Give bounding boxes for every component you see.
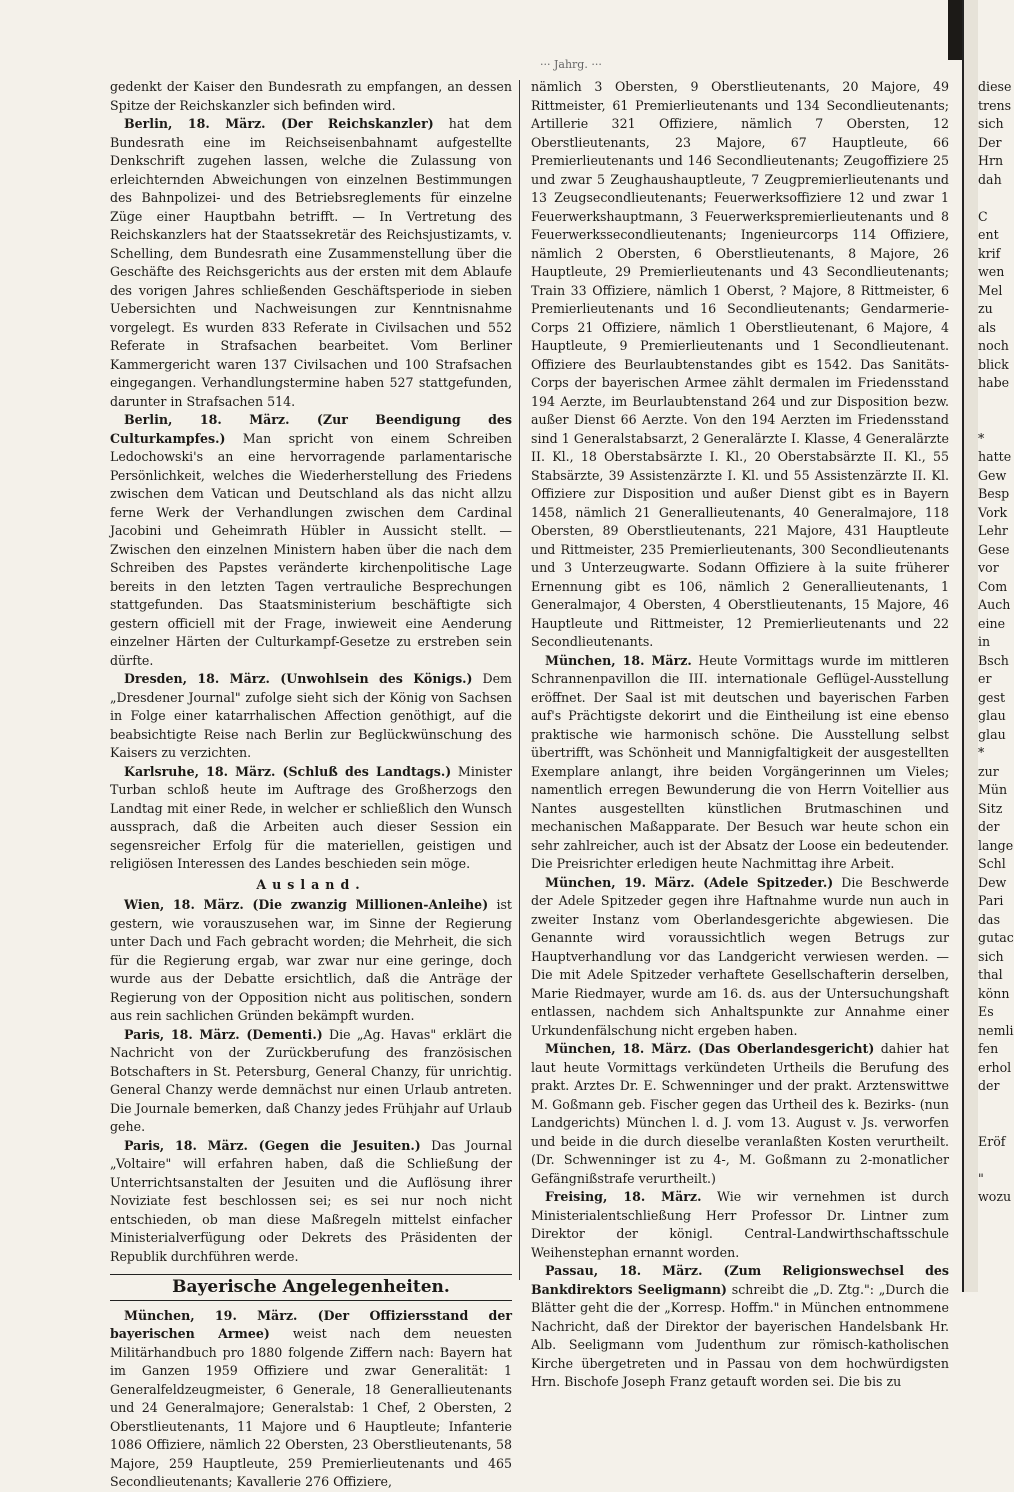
column-right	[531, 78, 949, 1392]
fragment-line: "	[978, 1170, 984, 1186]
fragment-line: noch	[978, 338, 1009, 353]
fragment-line: der	[978, 1078, 1000, 1093]
fragment-line: krif	[978, 245, 1001, 261]
article-karlsruhe: Karlsruhe, 18. März. (Schluß des Landtags.) Minister Turban schloß heute im Auftrage des Großherzogs den Landtag mit einer Rede, in welcher er schließlich den Wunsch aussprach, daß die Arbeiten auch dieser Session ein segensreicher Erfolg für die materiellen, geistigen und religiösen Interessen des Landes beschieden sein möge.	[110, 763, 512, 871]
fragment-line: sich	[978, 116, 1004, 131]
article-wien: Wien, 18. März. (Die zwanzig Millionen-Anleihe) ist gestern, wie vorauszusehen war, im Sinne der Regierung unter Dach und Fach gebracht worden; die Mehrheit, die sich für die Regierung ergab, war zwar nur eine geringe, doch wurde aus der Debatte ersichtlich, daß die Anträge der Regierung von der Opposition nicht aus politischen, sondern aus rein sachlichen Gründen bekämpft wurden.	[110, 897, 512, 1023]
fragment-line: nemli	[978, 1022, 1014, 1038]
fragment-line: trens	[978, 97, 1012, 113]
section-banner-bayerische: Bayerische Angelegenheiten.	[110, 1274, 512, 1301]
article-muenchen-spitzeder: München, 19. März. (Adele Spitzeder.) Die Beschwerde der Adele Spitzeder gegen ihre Haftnahme wurde nun auch in zweiter Instanz vom Oberlandesgerichte abgewiesen. Die Genannte wird voraussichtlich wegen Betrugs zur Hauptverhandlung vor das Landgericht verwiesen werden. — Die mit Adele Spitzeder verhaftete Gesellschafterin derselben, Marie Riedmayer, wurde am 16. ds. aus der Untersuchungshaft entlassen, nachdem sich Anhaltspunkte zur Annahme einer Urkundenfälschung nicht ergeben haben.	[531, 874, 949, 1038]
fragment-line: glau	[978, 726, 1006, 742]
fragment-line: Mün	[978, 782, 1008, 797]
fragment-line: wozu	[978, 1189, 1012, 1204]
article-muenchen-oberlandesgericht: München, 18. März. (Das Oberlandesgericht) dahier hat laut heute Vormittags verkündeten Urtheils die Berufung des prakt. Arztes Dr. E. Schwenninger und der prakt. Arztenswittwe M. Goßmann geb. Fischer gegen das Urtheil des k. Bezirks- (nun Landgerichts) München l. d. J. vom 13. August v. Js. verworfen und beide in die durch dieselbe veranlaßten Kosten verurtheilt. (Dr. Schwenninger ist zu 4-, M. Goßmann zu 2-monatlicher Gefängnißstrafe verurtheilt.)	[531, 1041, 949, 1186]
fragment-line: Der	[978, 134, 1002, 150]
fragment-line: könn	[978, 985, 1010, 1001]
fragment-line	[978, 1096, 1000, 1115]
fragment-line: blick	[978, 356, 1009, 372]
fragment-line: gest	[978, 689, 1006, 705]
fragment-line	[978, 1151, 1000, 1170]
article-continuation: nämlich 3 Obersten, 9 Oberstlieutenants, 20 Majore, 49 Rittmeister, 61 Premierlieutenants und 134 Secondlieutenants; Artillerie 321 Offiziere, nämlich 7 Obersten, 12 Oberstlieutenants, 23 Majore, 67 Hauptleute, 66 Premierlieutenants und 146 Secondlieutenants; Zeugoffiziere 25 und zwar 5 Zeughaushauptleute, 7 Zeugpremierlieutenants und 13 Zeugsecondlieutenants; Feuerwerksoffiziere 12 und zwar 1 Feuerwerkshauptmann, 3 Feuerwerkspremierlieutenants und 8 Feuerwerkssecondlieutenants; Ingenieurcorps 114 Offiziere, nämlich 2 Obersten, 6 Oberstlieutenants, 8 Majore, 26 Hauptleute, 29 Premierlieutenants und 43 Secondlieutenants; Train 33 Offiziere, nämlich 1 Oberst, ? Majore, 8 Rittmeister, 6 Premierlieutenants und 16 Secondlieutenants; Gendarmerie-Corps 21 Offiziere, nämlich 1 Oberstlieutenant, 6 Majore, 4 Hauptleute, 9 Premierlieutenants und 1 Secondlieutenant. Offiziere des Beurlaubtenstandes gibt es 1542. Das Sanitäts-Corps der bayerischen Armee zählt dermalen im Friedensstand 194 Aerzte, im Beurlaubtenstand 264 und zur Disposition bezw. außer Dienst 66 Aerzte. Von den 194 Aerzten im Friedensstand sind 1 Generalstabsarzt, 2 Generalärzte I. Klasse, 4 Generalärzte II. Kl., 18 Oberstabsärzte I. Kl., 20 Oberstabsärzte II. Kl., 55 Stabsärzte, 39 Assistenzärzte I. Kl. und 55 Assistenzärzte II. Kl. Offiziere zur Disposition und außer Dienst gibt es in Bayern 1458, nämlich 21 Generallieutenants, 40 Generalmajore, 118 Obersten, 89 Oberstlieutenants, 221 Majore, 431 Hauptleute und Rittmeister, 235 Premierlieutenants, 300 Secondlieutenants und 3 Unterzeugwarte. Sodann Offiziere à la suite früherer Ernennung gibt es 106, nämlich 2 Generallieutenants, 1 Generalmajor, 4 Obersten, 4 Oberstlieutenants, 15 Majore, 46 Hauptleute und Rittmeister, 12 Premierlieutenants und 22 Secondlieutenants.	[531, 79, 949, 649]
article-freising: Freising, 18. März. Wie wir vernehmen ist durch Ministerialentschließung Herr Professor Dr. Lintner zum Direktor der königl. Central-Landwirthschaftsschule Weihenstephan ernannt worden.	[531, 1189, 949, 1260]
fragment-line: C	[978, 208, 988, 224]
fragment-line: in	[978, 634, 991, 649]
fragment-line: Sitz	[978, 800, 1003, 816]
article-dresden: Dresden, 18. März. (Unwohlsein des Königs.) Dem „Dresdener Journal" zufolge sieht sich der König von Sachsen in Folge einer katarrhalischen Affection genöthigt, auf die beabsichtigte Reise nach Berlin zur Beglückwünschung des Kaisers zu verzichten.	[110, 671, 512, 760]
fragment-line	[978, 1114, 1000, 1133]
fragment-line: Mel	[978, 282, 1003, 298]
fragment-line: sich	[978, 948, 1004, 964]
fragment-line: *	[978, 430, 985, 446]
column-divider	[519, 80, 520, 1280]
fragment-line: vor	[978, 560, 999, 575]
article-muenchen-gefluegel: München, 18. März. Heute Vormittags wurde im mittleren Schrannenpavillon die III. internationale Geflügel-Ausstellung eröffnet. Der Saal ist mit deutschen und bayerischen Farben auf's Prächtigste dekorirt und die Eintheilung ist eine ebenso praktische wie harmonisch schöne. Die Ausstellung selbst übertrifft, was Schönheit und Mannigfaltigkeit der ausgestellten Exemplare anlangt, ihre beiden Vorgängerinnen um Vieles; namentlich erregen Bewunderung die von Herrn Voitellier aus Nantes ausgestellten künstlichen Brutmaschinen und mechanischen Maßapparate. Der Besuch war heute schon ein sehr zahlreicher, auch ist der Absatz der Loose ein bedeutender. Die Preisrichter erledigen heute Nachmittag ihre Arbeit.	[531, 652, 949, 871]
fragment-line: Eröf	[978, 1133, 1006, 1149]
article-paris-dementi: Paris, 18. März. (Dementi.) Die „Ag. Havas" erklärt die Nachricht von der Zurückberufung des französischen Botschafters in St. Petersburg, General Chanzy, für unrichtig. General Chanzy werde demnächst nur einen Urlaub antreten. Die Journale bemerken, daß Chanzy jedes Frühjahr auf Urlaub gehe.	[110, 1026, 512, 1134]
fragment-line: Gese	[978, 541, 1010, 557]
column-next-page-fragment	[978, 78, 1014, 1207]
fragment-line	[978, 189, 1000, 208]
fragment-line: fen	[978, 1041, 999, 1056]
article-fragment: gedenkt der Kaiser den Bundesrath zu empfangen, an dessen Spitze der Reichskanzler sich befinden wird.	[110, 79, 512, 113]
page-edge	[964, 0, 978, 1292]
fragment-line	[978, 411, 1000, 430]
fragment-line: zur	[978, 763, 999, 779]
article-muenchen-offiziersstand: München, 19. März. (Der Offiziersstand der bayerischen Armee) weist nach dem neuesten Militärhandbuch pro 1880 folgende Ziffern nach: Bayern hat im Ganzen 1959 Offiziere und zwar Generalität: 1 Generalfeldzeugmeister, 6 Generale, 18 Generallieutenants und 24 Generalmajore; Generalstab: 1 Chef, 2 Obersten, 2 Oberstlieutenants, 11 Majore und 6 Hauptleute; Infanterie 1086 Offiziere, nämlich 22 Obersten, 23 Oberstlieutenants, 58 Majore, 259 Hauptleute, 259 Premierlieutenants und 465 Secondlieutenants; Kavallerie 276 Offiziere,	[110, 1307, 512, 1489]
fragment-line: glau	[978, 708, 1006, 723]
fragment-line: Besp	[978, 486, 1010, 501]
fragment-line: ent	[978, 227, 999, 242]
fragment-line: hatte	[978, 449, 1012, 464]
fragment-line: Schl	[978, 856, 1006, 871]
fragment-line: als	[978, 319, 996, 335]
fragment-line: Com	[978, 578, 1008, 594]
fragment-line: Hrn	[978, 153, 1004, 168]
article-berlin-reichskanzler: Berlin, 18. März. (Der Reichskanzler) hat dem Bundesrath eine im Reichseisenbahnamt aufgestellte Denkschrift zugehen lassen, welche die Zulassung von erleichternden Abweichungen von einzelnen Bestimmungen des Bahnpolizei- und des Betriebsreglements für einzelne Züge einer Hauptbahn betrifft. — In Vertretung des Reichskanzlers hat der Staatssekretär des Reichsjustizamts, v. Schelling, dem Bundesrath eine Zusammenstellung über die Geschäfte des Reichsgerichts aus der ersten mit dem Ablaufe des vorigen Jahres schließenden Geschäftsperiode in sieben Uebersichten und Nachweisungen zur Kenntnisnahme vorgelegt. Es wurden 833 Referate in Civilsachen und 552 Referate in Strafsachen bearbeitet. Vom Berliner Kammergericht waren 137 Civilsachen und 100 Strafsachen eingegangen. Verhandlungstermine haben 527 stattgefunden, darunter in Strafsachen 514.	[110, 116, 512, 409]
fragment-line: er	[978, 671, 992, 686]
fragment-line: Dew	[978, 874, 1007, 890]
fragment-line: wen	[978, 264, 1005, 279]
fragment-line: erhol	[978, 1059, 1012, 1075]
column-left	[110, 78, 512, 1492]
fragment-line	[978, 393, 1000, 412]
section-heading-ausland: Ausland.	[256, 876, 366, 892]
fragment-line: Bsch	[978, 652, 1009, 668]
fragment-line: Auch	[978, 597, 1011, 612]
fragment-line: dah	[978, 171, 1002, 187]
fragment-line: Vork	[978, 504, 1008, 520]
fragment-line: thal	[978, 967, 1003, 982]
article-berlin-culturkampf: Berlin, 18. März. (Zur Beendigung des Culturkampfes.) Man spricht von einem Schreiben Ledochowski's an eine hervorragende parlamentarische Persönlichkeit, welches die Wiederherstellung des Friedens zwischen dem Vatican und Deutschland als das nicht allzu ferne Werk der Verhandlungen zwischen dem Cardinal Jacobini und Geheimrath Hübler in Aussicht stellt. — Zwischen den einzelnen Ministern haben über die nach dem Schreiben des Papstes veränderte kirchenpolitische Lage bereits in den letzten Tagen vertrauliche Besprechungen stattgefunden. Das Staatsministerium beschäftigte sich gestern officiell mit der Frage, inwieweit eine Aenderung einzelner Härten der Culturkampf-Gesetze zu erstreben sein dürfte.	[110, 412, 512, 668]
fragment-line: Lehr	[978, 523, 1008, 538]
article-passau: Passau, 18. März. (Zum Religionswechsel des Bankdirektors Seeligmann) schreibt die „D. Ztg.": „Durch die Blätter geht die der „Korresp. Hoffm." in München entnommene Nachricht, daß der Direktor der bayerischen Handelsbank Hr. Alb. Seeligmann vom Judenthum zur römisch-katholischen Kirche übergetreten und in Passau von dem hochwürdigsten Hrn. Bischofe Joseph Franz getauft worden sei. Die bis zu	[531, 1263, 950, 1389]
fragment-line: lange	[978, 837, 1014, 853]
fragment-line: der	[978, 819, 1000, 834]
fragment-line: zu	[978, 301, 993, 316]
fragment-line: Es	[978, 1004, 994, 1019]
fragment-line: Pari	[978, 893, 1004, 908]
page-corner-shadow	[948, 0, 962, 60]
header-fragment: ··· Jahrg. ···	[540, 58, 602, 71]
fragment-line: Gew	[978, 467, 1007, 483]
fragment-line: *	[978, 745, 985, 760]
fragment-line: das	[978, 911, 1001, 927]
fragment-line: habe	[978, 375, 1010, 390]
fragment-line: eine	[978, 615, 1006, 631]
fragment-line: gutac	[978, 930, 1014, 945]
fragment-line: diese	[978, 79, 1012, 94]
article-paris-jesuiten: Paris, 18. März. (Gegen die Jesuiten.) Das Journal „Voltaire" will erfahren haben, daß die Schließung der Unterrichtsanstalten der Jesuiten und die Auflösung ihrer Noviziate fest beschlossen sei; es sei nur noch nicht entschieden, ob man diese Maßregeln mittelst einfacher Ministerialverfügung oder Dekrets des Präsidenten der Republik durchführen werde.	[110, 1137, 512, 1264]
